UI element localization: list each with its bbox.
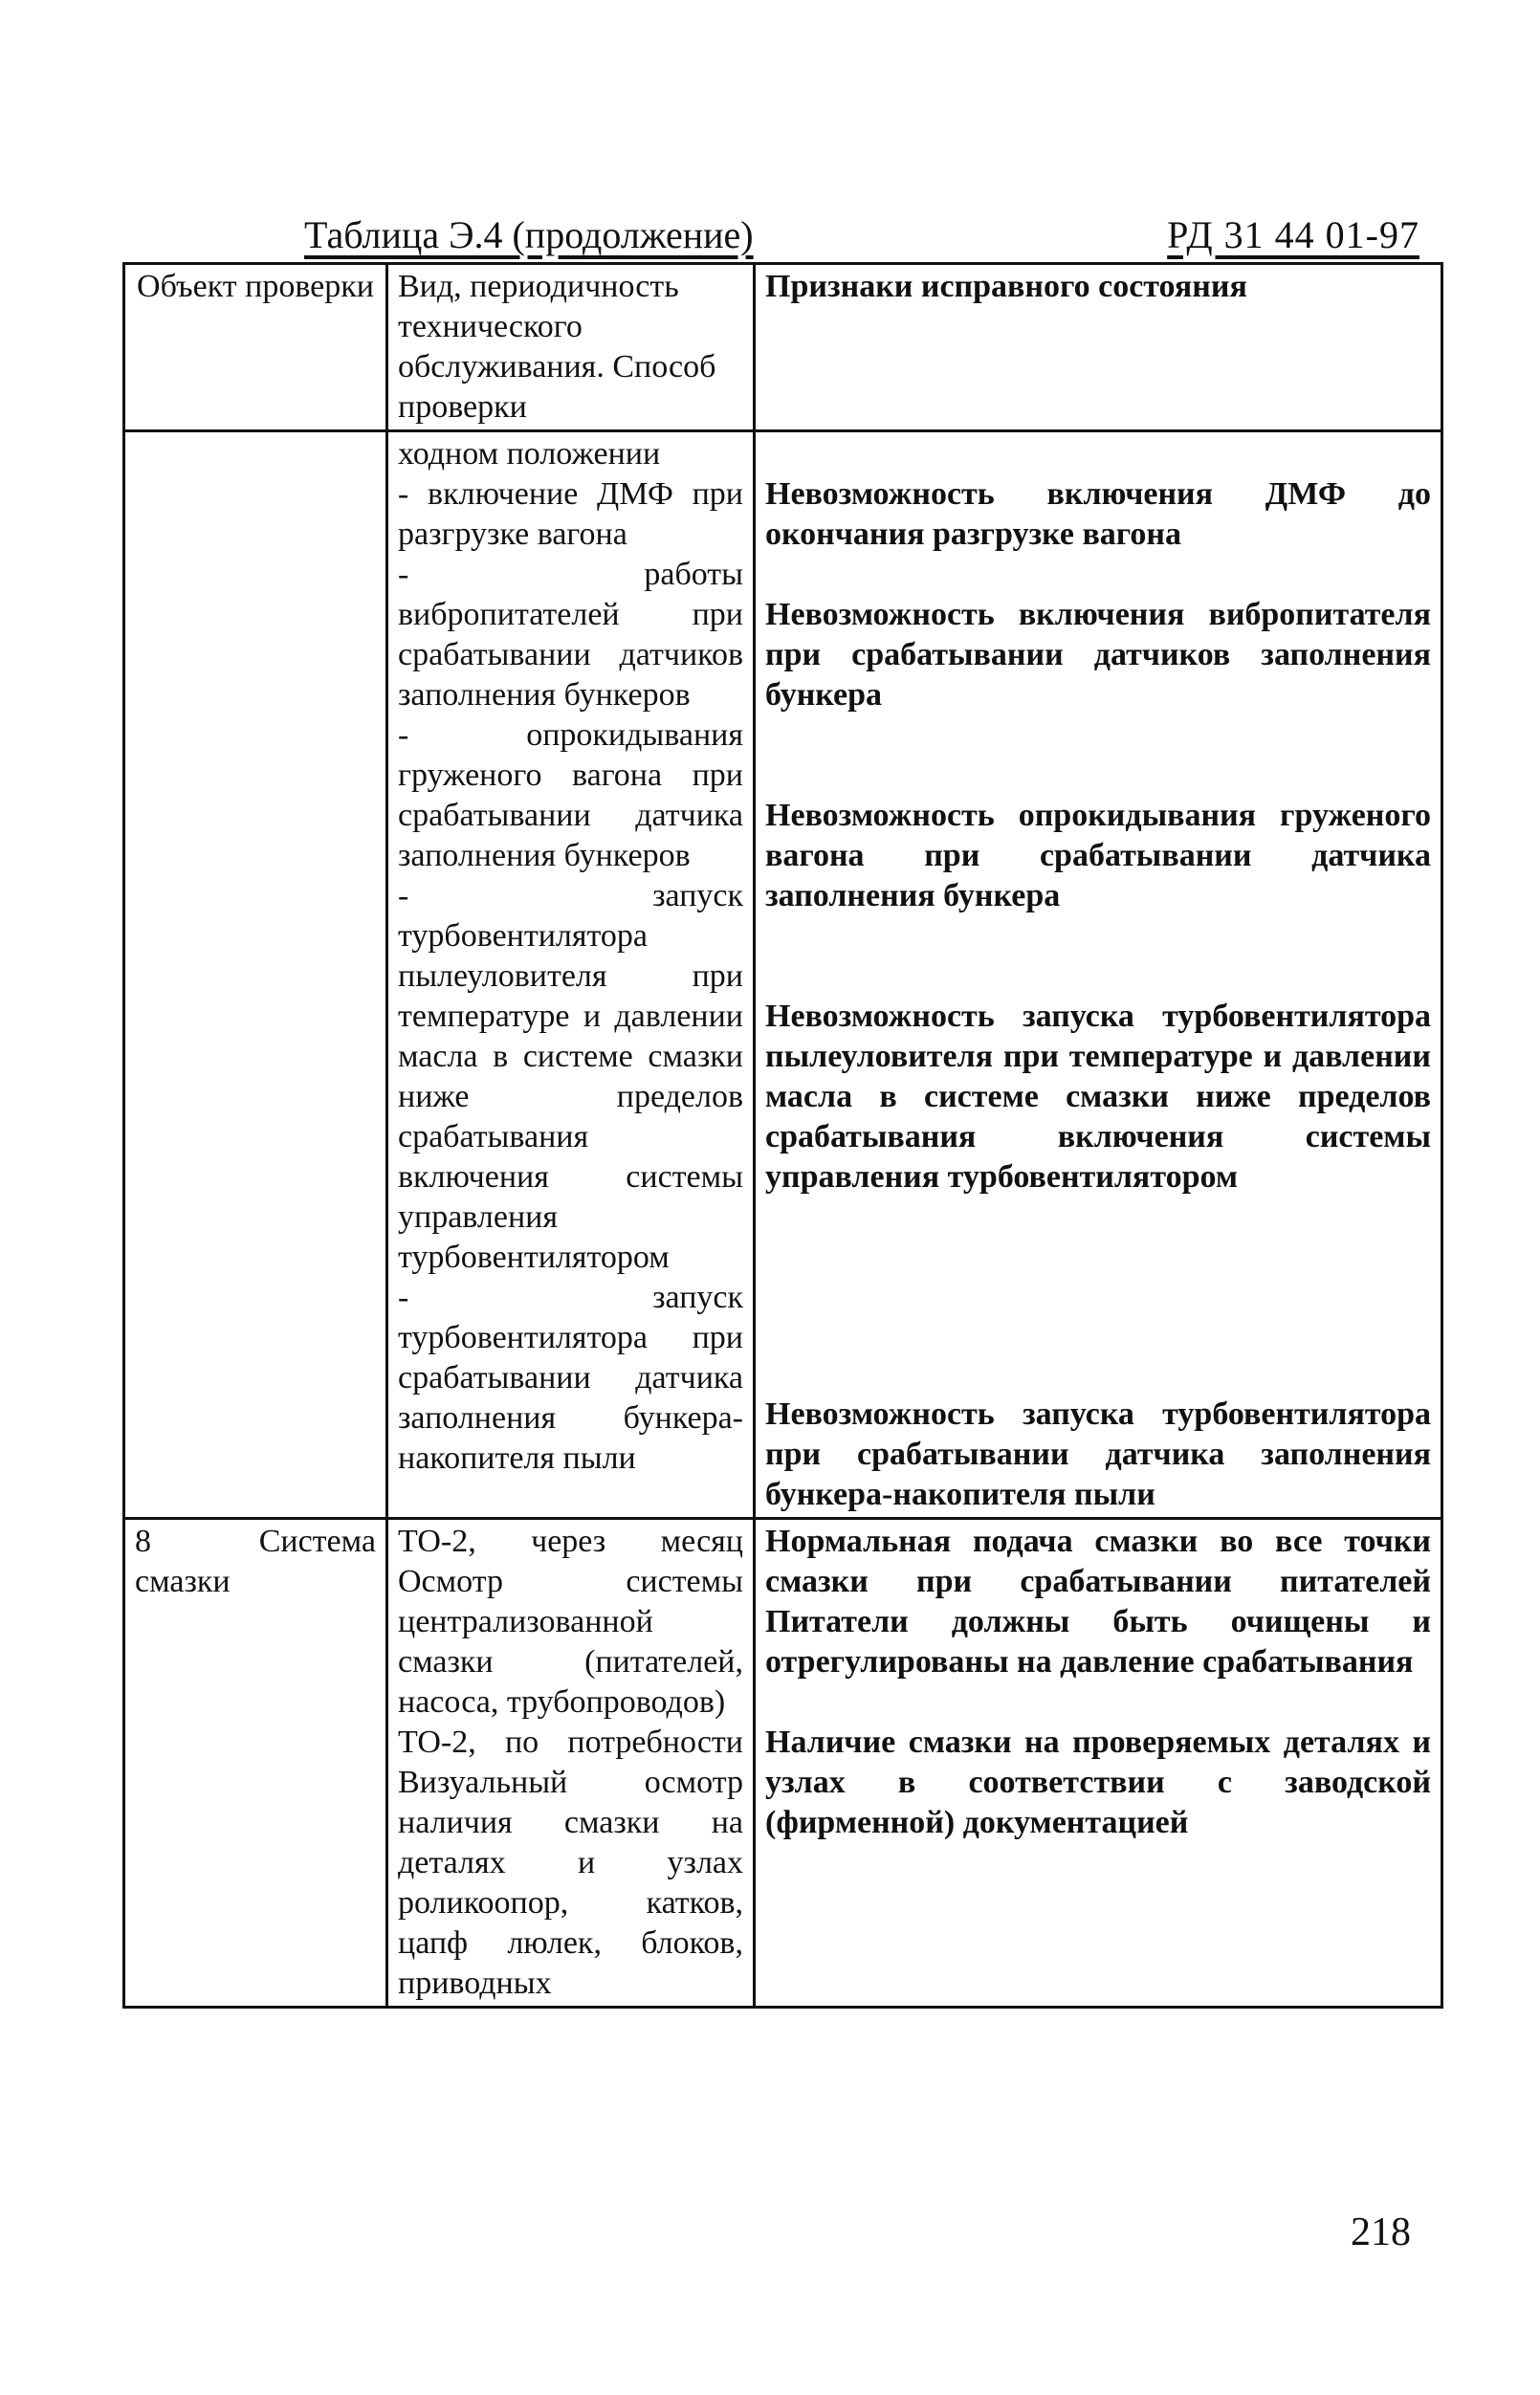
object-cell bbox=[124, 1519, 387, 2008]
sign-item: Невозможность включения вибропитателя при срабатывании датчиков заполнения бункера bbox=[765, 597, 1431, 713]
table-title: Таблица Э.4 (продолжение) bbox=[304, 213, 754, 256]
check-item: - опрокидывания груженого вагона при срабатывании датчика заполнения бункеров bbox=[398, 717, 743, 873]
checks-cell bbox=[387, 431, 755, 1519]
object-cell bbox=[124, 431, 387, 1519]
sign-item: Невозможность запуска турбовентилятора пылеуловителя при температуре и давлении масла в системе смазки ниже пределов срабатывания включения системы управления турбовентилятором bbox=[765, 999, 1431, 1195]
header-signs: Признаки исправного состояния bbox=[755, 264, 1442, 431]
table-row bbox=[124, 431, 1442, 1519]
object-label: 8 Система смазки bbox=[135, 1524, 376, 1599]
document-number: РД 31 44 01-97 bbox=[1167, 213, 1419, 256]
table-header-row bbox=[124, 264, 1442, 431]
sign-item: Наличие смазки на проверяемых деталях и узлах в соответствии с заводской (фирменной) документацией bbox=[765, 1725, 1431, 1840]
page-number: 218 bbox=[1351, 2210, 1411, 2254]
checks-cell bbox=[387, 1519, 755, 2008]
check-item: ТО-2, через месяц Осмотр системы централизованной смазки (питателей, насоса, трубопроводов) bbox=[398, 1524, 743, 1720]
sign-item: Невозможность запуска турбовентилятора при срабатывании датчика заполнения бункера-накопителя пыли bbox=[765, 1396, 1431, 1512]
check-item: - запуск турбовентилятора пылеуловителя при температуре и давлении масла в системе смазки ниже пределов срабатывания включения системы управления турбовентилятором bbox=[398, 878, 743, 1275]
signs-cell bbox=[755, 431, 1442, 1519]
inspection-table bbox=[122, 262, 1443, 2009]
header-object: Объект проверки bbox=[124, 264, 387, 431]
check-item: - включение ДМФ при разгрузке вагона bbox=[398, 476, 743, 552]
sign-item: Невозможность опрокидывания груженого вагона при срабатывании датчика заполнения бункера bbox=[765, 798, 1431, 913]
sign-item: Невозможность включения ДМФ до окончания разгрузке вагона bbox=[765, 476, 1431, 552]
table-row bbox=[124, 1519, 1442, 2008]
table-caption bbox=[304, 212, 1419, 266]
check-item: ТО-2, по потребности Визуальный осмотр наличия смазки на деталях и узлах роликоопор, катков, цапф люлек, блоков, приводных bbox=[398, 1725, 743, 2001]
header-maintenance: Вид, периодичность технического обслуживания. Способ проверки bbox=[387, 264, 755, 431]
check-item: - запуск турбовентилятора при срабатывании датчика заполнения бункера-накопителя пыли bbox=[398, 1280, 743, 1476]
check-item: ходном положении bbox=[398, 436, 661, 472]
sign-item: Нормальная подача смазки во все точки смазки при срабатывании питателей Питатели должны быть очищены и отрегулированы на давление срабатывания bbox=[765, 1524, 1431, 1680]
signs-cell bbox=[755, 1519, 1442, 2008]
check-item: - работы вибропитателей при срабатывании датчиков заполнения бункеров bbox=[398, 557, 743, 713]
